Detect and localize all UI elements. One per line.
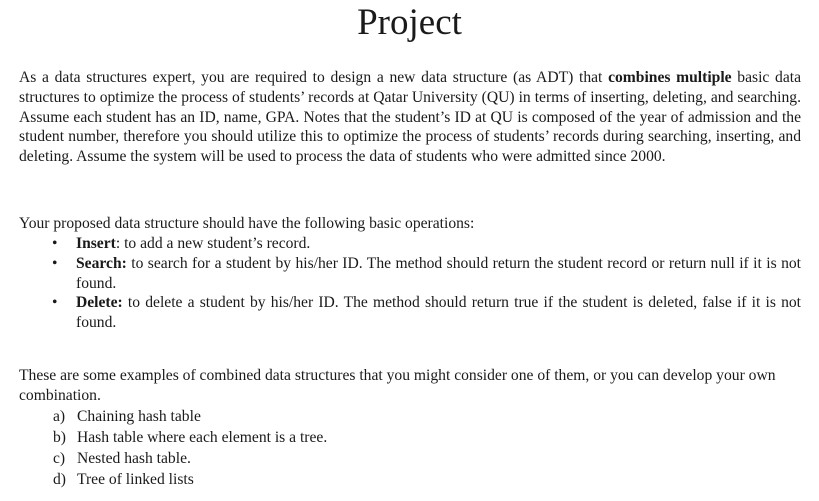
example-letter: b) xyxy=(53,429,66,446)
example-letter: c) xyxy=(53,450,66,467)
operation-desc: to delete a student by his/her ID. The method should return true if the student is deleted, false if it is not found. xyxy=(76,294,801,332)
operation-item-search xyxy=(19,254,801,294)
examples-intro: These are some examples of combined data structures that you might consider one of them, or you can develop your own combination. xyxy=(19,367,776,404)
example-text: Hash table where each element is a tree. xyxy=(77,429,328,446)
intro-text-1: As a data structures expert, you are required to design a new data structure (as ADT) that xyxy=(19,69,609,86)
page-title: Project xyxy=(357,2,462,43)
operations-intro: Your proposed data structure should have the following basic operations: xyxy=(19,215,475,232)
example-item xyxy=(53,448,327,469)
intro-bold-text: combines multiple xyxy=(608,69,732,86)
operation-item-insert xyxy=(19,234,801,254)
example-item xyxy=(53,469,327,490)
example-item xyxy=(53,427,327,448)
bullet-icon: • xyxy=(52,294,58,312)
example-text: Tree of linked lists xyxy=(77,471,194,488)
intro-text-2: basic data structures to optimize the process of students’ records at Qatar University (QU) in terms of inserting, deleting, and searching. Assume each student has an ID, name, GPA. Notes that the student’s ID at QU is composed of the year of admission and the student number, therefore you should utilize this to optimize the process of students’ records during searching, inserting, and deleting. Assume the system will be used to process the data of students who were admitted since 2000. xyxy=(19,69,801,166)
operation-name: Insert xyxy=(76,235,116,252)
operation-item-delete xyxy=(19,293,801,333)
operation-sep: : xyxy=(115,235,121,252)
bullet-icon: • xyxy=(52,235,58,252)
example-text: Nested hash table. xyxy=(77,450,191,467)
operations-list xyxy=(19,234,801,333)
example-text: Chaining hash table xyxy=(77,408,201,425)
examples-list xyxy=(53,406,327,490)
bullet-icon: • xyxy=(52,254,58,272)
operation-name: Delete: xyxy=(76,294,123,312)
example-letter: d) xyxy=(53,471,66,488)
example-item xyxy=(53,406,327,427)
intro-paragraph xyxy=(19,68,801,167)
operation-desc: to search for a student by his/her ID. The method should return the student record or return null if it is not found. xyxy=(76,254,801,292)
operation-name: Search: xyxy=(76,254,127,272)
operation-desc: to add a new student’s record. xyxy=(120,235,311,252)
example-letter: a) xyxy=(53,408,66,425)
